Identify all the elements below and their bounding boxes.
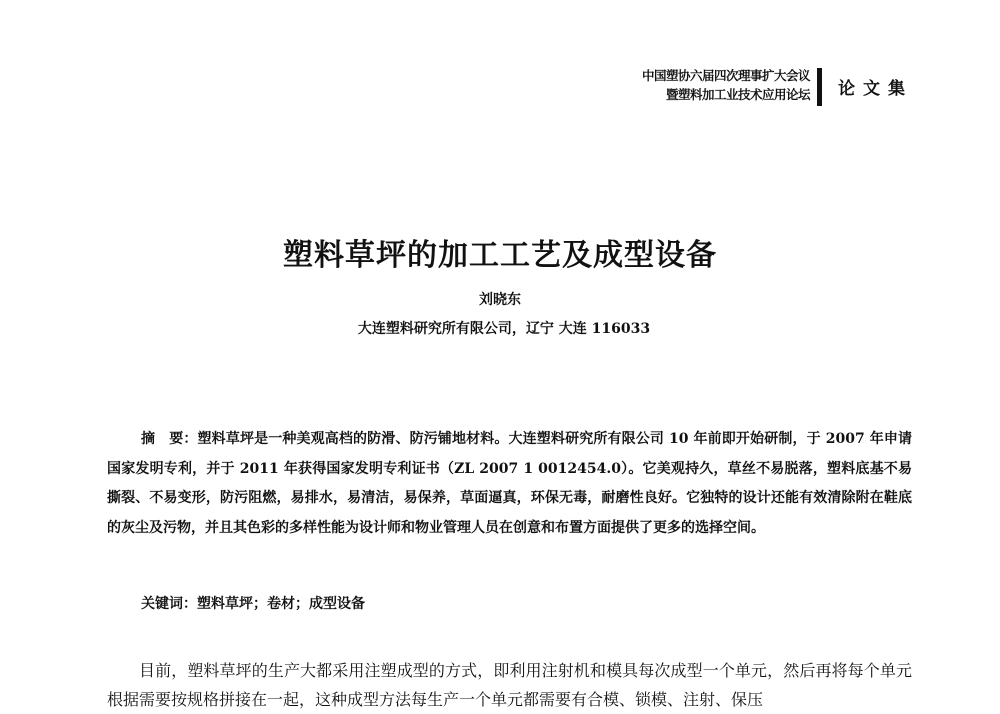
keywords-label: 关键词： [141, 596, 197, 612]
keywords [141, 593, 365, 613]
keywords-text: 塑料草坪；卷材；成型设备 [197, 596, 365, 612]
paper-title: 塑料草坪的加工工艺及成型设备 [283, 238, 717, 273]
body-paragraph: 目前，塑料草坪的生产大都采用注塑成型的方式，即利用注射机和模具每次成型一个单元，然后再将每个单元根据需要按规格拼接在一起，这种成型方法每生产一个单元都需要有合模、锁模、注射、保压 [107, 661, 912, 709]
abstract-text: 塑料草坪是一种美观高档的防滑、防污铺地材料。大连塑料研究所有限公司 10 年前即开始研制，于 2007 年申请国家发明专利，并于 2011 年获得国家发明专利证书（ZL 2007 1 0012454.0）。它美观持久，草丝不易脱落，塑料底基不易撕裂、不易变形，防污阻燃，易排水，易清洁，易保养，草面逼真，环保无毒，耐磨性良好。它独特的设计还能有效清除附在鞋底的灰尘及污物，并且其色彩的多样性能为设计师和物业管理人员在创意和布置方面提供了更多的选择空间。 [107, 431, 912, 536]
header-divider [817, 68, 822, 106]
conference-line-2: 暨塑料加工业技术应用论坛 [665, 87, 810, 102]
author: 刘晓东 [479, 292, 521, 308]
abstract-label: 摘 要： [141, 431, 198, 447]
conference-line-1: 中国塑协六届四次理事扩大会议 [641, 68, 810, 83]
conference-header [642, 66, 810, 104]
affiliation: 大连塑料研究所有限公司，辽宁 大连 116033 [357, 321, 651, 337]
abstract [107, 425, 912, 543]
collection-label: 论文集 [838, 79, 913, 99]
